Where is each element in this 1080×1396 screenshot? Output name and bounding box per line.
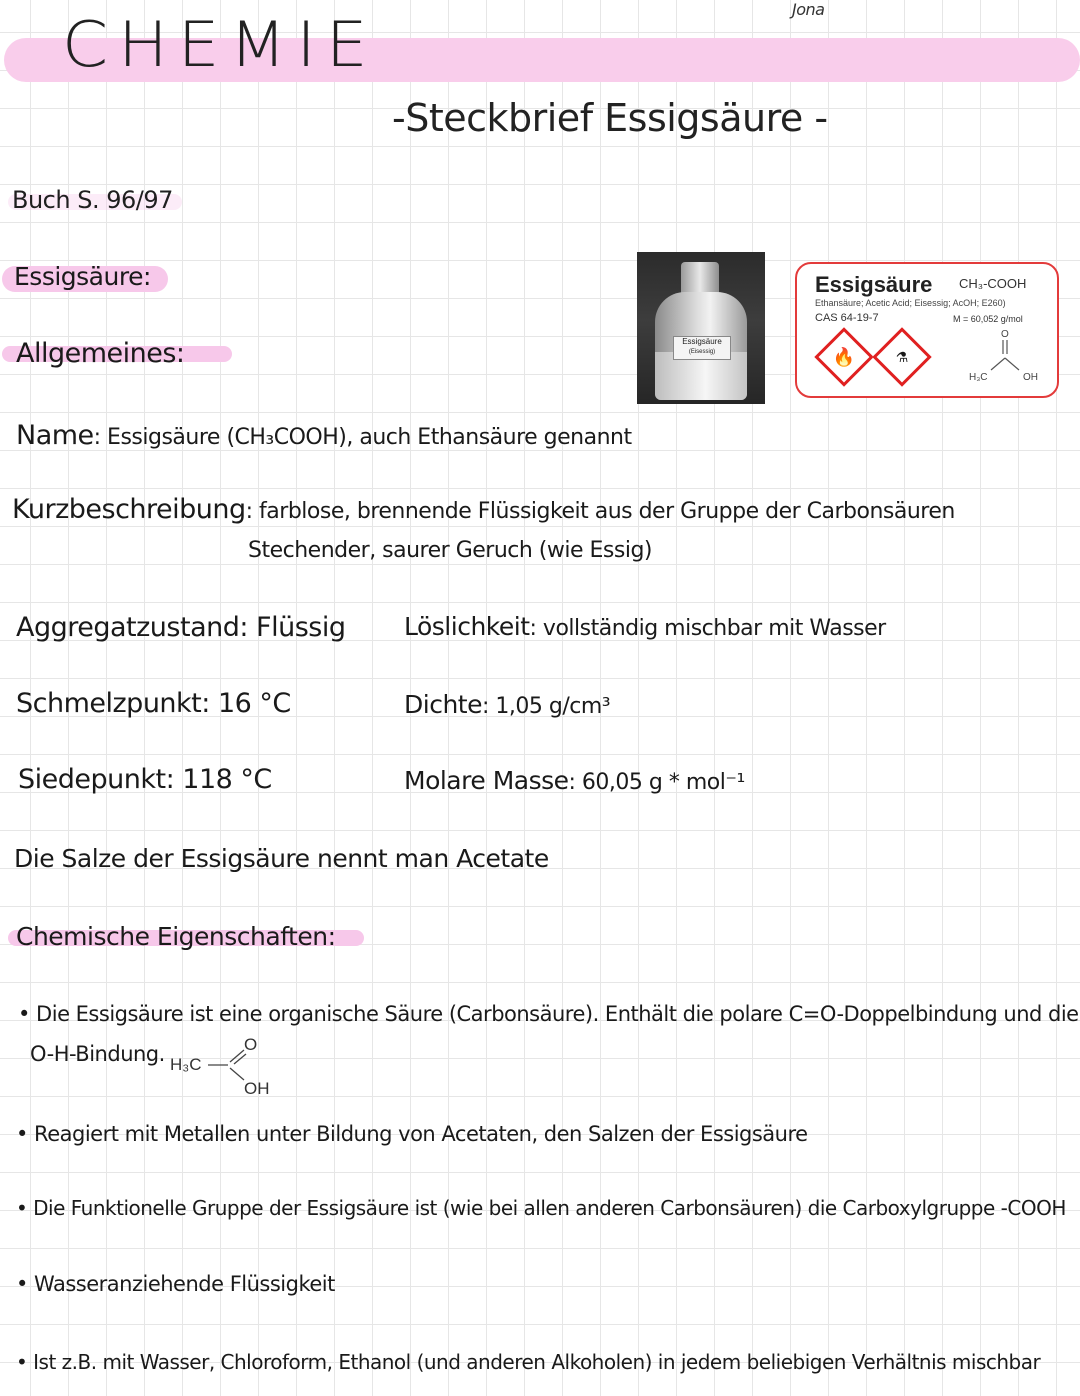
density-value: : 1,05 g/cm³ <box>481 694 611 719</box>
aggregate-state-row <box>16 612 345 643</box>
density-row <box>404 690 610 719</box>
boiling-point-label: Siedepunkt <box>18 764 166 795</box>
short-description-row <box>12 494 955 525</box>
bottle-label-text: Essigsäure <box>682 337 722 346</box>
page-title: CHEMIE <box>62 7 378 82</box>
inline-structure-formula <box>168 1032 278 1098</box>
author-name: Jona <box>792 0 825 19</box>
aggregate-state-label: Aggregatzustand <box>16 612 240 643</box>
molar-mass-label: Molare Masse <box>404 766 569 795</box>
short-description-line1: : farblose, brennende Flüssigkeit aus der Gruppe der Carbonsäuren <box>245 499 955 524</box>
card-structure-formula <box>965 326 1049 388</box>
boiling-point-value: : 118 °C <box>165 764 272 795</box>
chem-point-5: • Ist z.B. mit Wasser, Chloroform, Ethanol (und anderen Alkoholen) in jedem beliebigen Verhältnis mischbar <box>16 1350 1041 1374</box>
bottle-label <box>673 336 731 360</box>
density-label: Dichte <box>404 690 482 719</box>
chem-point-1-cont: O-H-Bindung. <box>30 1042 165 1066</box>
molar-mass-value: : 60,05 g * mol⁻¹ <box>568 770 745 795</box>
solubility-row <box>404 612 886 641</box>
solubility-label: Löslichkeit <box>404 612 530 641</box>
short-description-line2: Stechender, saurer Geruch (wie Essig) <box>248 538 653 563</box>
chem-point-1: • Die Essigsäure ist eine organische Säure (Carbonsäure). Enthält die polare C=O-Doppelbindung und die <box>18 1002 1079 1026</box>
card-name: Essigsäure <box>815 272 933 297</box>
inline-struct-o: O <box>244 1035 258 1054</box>
name-value: : Essigsäure (CH₃COOH), auch Ethansäure genannt <box>93 425 632 450</box>
substance-info-card <box>795 262 1059 398</box>
card-struct-o: O <box>1001 329 1009 340</box>
name-row <box>16 420 632 451</box>
section-allgemeines: Allgemeines: <box>16 338 185 369</box>
melting-point-value: : 16 °C <box>201 688 291 719</box>
subtitle: -Steckbrief Essigsäure - <box>392 96 828 140</box>
molar-mass-row <box>404 766 745 795</box>
short-description-label: Kurzbeschreibung <box>12 494 246 525</box>
boiling-point-row <box>18 764 272 795</box>
card-synonyms: Ethansäure; Acetic Acid; Eisessig; AcOH; E260) <box>815 298 1006 308</box>
section-essigsaeure: Essigsäure: <box>14 262 151 291</box>
bottle-neck <box>681 262 719 296</box>
solubility-value: : vollständig mischbar mit Wasser <box>529 616 886 641</box>
chem-point-4: • Wasseranziehende Flüssigkeit <box>16 1272 335 1296</box>
inline-struct-oh: OH <box>244 1079 270 1098</box>
melting-point-row <box>16 688 291 719</box>
book-reference: Buch S. 96/97 <box>12 186 173 214</box>
chem-point-2: • Reagiert mit Metallen unter Bildung von Acetaten, den Salzen der Essigsäure <box>16 1122 808 1146</box>
card-struct-h3c: H₃C <box>969 372 988 383</box>
inline-struct-h3c: H₃C <box>170 1055 202 1074</box>
aggregate-state-value: : Flüssig <box>239 612 346 643</box>
melting-point-label: Schmelzpunkt <box>16 688 202 719</box>
card-molar-mass: M = 60,052 g/mol <box>953 314 1023 324</box>
name-label: Name <box>16 420 94 451</box>
salts-note: Die Salze der Essigsäure nennt man Acetate <box>14 844 549 873</box>
corrosion-icon: ⚗ <box>872 327 931 386</box>
section-chemical-properties: Chemische Eigenschaften: <box>16 922 336 951</box>
flame-icon: 🔥 <box>814 327 873 386</box>
bottle-photo <box>637 252 765 404</box>
bottle-sublabel-text: (Eisessig) <box>688 349 716 355</box>
card-cas: CAS 64-19-7 <box>815 312 879 324</box>
card-struct-oh: OH <box>1023 372 1038 383</box>
card-formula: CH₃-COOH <box>959 276 1027 291</box>
chem-point-3: • Die Funktionelle Gruppe der Essigsäure ist (wie bei allen anderen Carbonsäuren) die Carboxylgruppe -COOH <box>16 1196 1066 1220</box>
